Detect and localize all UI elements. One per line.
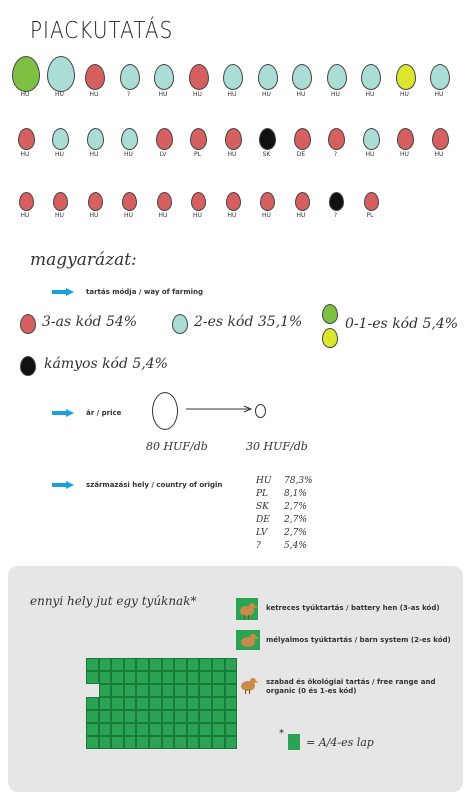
egg [327,64,347,90]
egg-origin-label: PL [194,151,201,158]
grid-cell [99,723,112,736]
grid-cell [111,710,124,723]
egg-origin-label: HU [365,91,375,98]
legend-egg-unknown [20,356,36,376]
egg-origin-label: HU [89,91,99,98]
egg-origin-label: HU [20,151,30,158]
egg-origin-label: ? [333,212,338,219]
egg [259,128,276,150]
grid-cell [136,658,149,671]
egg [18,128,35,150]
grid-cell [99,697,112,710]
egg-origin-label: HU [227,91,237,98]
grid-cell [149,736,162,749]
grid-cell [187,684,200,697]
egg-origin-label: HU [193,91,202,98]
legend-heading: magyarázat: [30,250,137,270]
egg-origin-label: HU [227,151,237,158]
legend-egg-code0 [322,304,338,324]
egg-origin-label: HU [55,151,64,158]
egg-origin-label: DE [296,151,306,158]
grid-cell [174,671,187,684]
grid-cell [99,736,112,749]
egg-origin-label: HU [158,91,168,98]
grid-cell [136,697,149,710]
grid-cell [99,710,112,723]
grid-cell [174,697,187,710]
egg [12,56,40,92]
egg [260,192,275,211]
egg-origin-label: ? [333,151,338,158]
grid-cell [136,671,149,684]
arrow-right-icon [52,288,74,296]
grid-cell [111,697,124,710]
egg-origin-label: HU [89,212,99,219]
grid-cell [212,658,225,671]
hen-icon [236,598,258,620]
egg-origin-label: HU [296,212,306,219]
grid-cell [124,658,137,671]
grid-cell [136,710,149,723]
egg-origin-label: SK [262,151,271,158]
grid-cell [187,710,200,723]
grid-cell [174,710,187,723]
egg-origin-label: HU [55,212,64,219]
egg [295,192,310,211]
grid-cell [149,723,162,736]
egg-origin-label: HU [158,212,168,219]
egg-origin-label: HU [296,91,306,98]
grid-cell [199,684,212,697]
grid-cell [111,658,124,671]
grid-cell [187,671,200,684]
panel-title: ennyi hely jut egy tyúknak* [30,594,197,608]
hen-icon [236,672,260,696]
grid-cell [187,736,200,749]
origin-percent: 8,1% [284,489,307,499]
grid-cell [162,736,175,749]
grid-cell [86,710,99,723]
grid-cell [149,710,162,723]
arrow-right-icon [52,481,74,489]
egg [397,128,414,150]
grid-cell [86,671,99,684]
egg-origin-label: HU [124,151,133,158]
grid-cell [111,684,124,697]
grid-cell [99,671,112,684]
egg [191,192,206,211]
grid-cell [174,723,187,736]
origin-percent: 2,7% [284,515,307,525]
grid-cell [99,658,112,671]
egg-origin-label: LV [159,151,167,158]
price-small: 30 HUF/db [246,440,308,453]
egg [430,64,450,90]
grid-cell [124,684,137,697]
big-egg-outline [152,392,178,430]
egg [19,192,34,211]
grid-cell [187,658,200,671]
egg-origin-label: PL [366,212,374,219]
hen-label-free: szabad és ökológiai tartás / free range and organic (0 és 1-es kód) [266,678,436,695]
egg [329,192,344,211]
egg-origin-label: HU [20,212,30,219]
egg-origin-label: HU [400,151,409,158]
price-arrow [186,404,256,414]
grid-cell [149,658,162,671]
legend-egg-code2 [172,314,188,334]
grid-cell [199,710,212,723]
egg [157,192,172,211]
a4-square-icon [288,734,300,750]
grid-cell [225,697,238,710]
grid-cell [212,684,225,697]
legend-code2: 2-es kód 35,1% [194,314,303,330]
egg [190,128,207,150]
grid-cell [225,723,238,736]
egg [294,128,311,150]
egg-origin-label: HU [434,91,444,98]
egg [120,64,140,90]
egg-origin-label: HU [365,151,375,158]
grid-cell [124,697,137,710]
grid-cell [162,697,175,710]
egg [432,128,449,150]
grid-cell [162,658,175,671]
legend-code3: 3-as kód 54% [42,314,138,330]
egg [189,64,209,90]
egg-origin-label: HU [331,91,340,98]
hen-label-barn: mélyalmos tyúktartás / barn system (2-es kód) [266,636,451,644]
grid-cell [86,658,99,671]
grid-cell [149,671,162,684]
grid-cell [124,736,137,749]
grid-cell [111,723,124,736]
grid-cell [136,684,149,697]
origin-percent: 2,7% [284,502,307,512]
egg [258,64,278,90]
grid-cell [162,684,175,697]
grid-cell [212,723,225,736]
grid-cell [225,710,238,723]
egg-origin-label: HU [89,151,99,158]
grid-cell [86,736,99,749]
grid-cell [225,658,238,671]
egg [154,64,174,90]
grid-cell [174,684,187,697]
egg [226,192,241,211]
grid-cell [111,736,124,749]
egg [88,192,103,211]
legend-code01: 0-1-es kód 5,4% [345,316,459,332]
egg-origin-label: HU [55,91,64,98]
grid-cell [199,736,212,749]
egg [396,64,416,90]
egg [122,192,137,211]
price-heading: ár / price [86,409,122,417]
egg [363,128,380,150]
origin-percent: 78,3% [284,476,313,486]
grid-cell [199,697,212,710]
egg-origin-label: ? [126,91,131,98]
grid-cell [124,723,137,736]
egg [156,128,173,150]
grid-cell [174,736,187,749]
grid-cell [149,684,162,697]
footnote-text: = A/4-es lap [306,736,374,749]
small-egg-outline [255,404,266,418]
legend-unknown: kámyos kód 5,4% [44,356,168,372]
egg [364,192,379,211]
origin-country: SK [256,502,269,512]
hen-label-battery: ketreces tyúktartás / battery hen (3-as kód) [266,604,440,612]
egg [47,56,75,92]
egg-origin-label: HU [124,212,133,219]
grid-cell [187,697,200,710]
grid-cell [124,671,137,684]
egg [121,128,138,150]
egg [87,128,104,150]
origin-country: LV [256,528,268,538]
egg [223,64,243,90]
egg-origin-label: HU [434,151,444,158]
origin-country: ? [256,541,261,551]
origin-heading: származási hely / country of origin [86,481,223,489]
origin-country: HU [256,476,272,486]
hen-icon [236,630,260,650]
grid-cell [99,684,112,697]
egg-origin-label: HU [193,212,202,219]
grid-cell [212,710,225,723]
grid-cell [199,658,212,671]
egg-origin-label: HU [262,91,271,98]
grid-cell [187,723,200,736]
origin-country: DE [256,515,270,525]
egg [361,64,381,90]
grid-cell [212,697,225,710]
grid-cell [225,736,238,749]
grid-cell [111,671,124,684]
page-title: PIACKUTATÁS [30,16,174,44]
egg [225,128,242,150]
grid-cell [162,710,175,723]
grid-cell [124,710,137,723]
origin-percent: 5,4% [284,541,307,551]
egg [85,64,105,90]
grid-cell [149,697,162,710]
footnote-star: * [279,728,284,739]
egg [328,128,345,150]
legend-egg-code3 [20,314,36,334]
grid-cell [86,697,99,710]
egg-origin-label: HU [262,212,271,219]
origin-country: PL [256,489,269,499]
grid-cell [199,671,212,684]
grid-cell [212,736,225,749]
grid-cell [162,671,175,684]
farming-heading: tartás módja / way of farming [86,288,204,296]
grid-cell [162,723,175,736]
grid-cell [199,723,212,736]
egg-origin-label: HU [400,91,409,98]
grid-cell [212,671,225,684]
egg [292,64,312,90]
egg [52,128,69,150]
egg-origin-label: HU [20,91,30,98]
grid-cell [174,658,187,671]
grid-cell [86,723,99,736]
legend-egg-code1 [322,328,338,348]
arrow-right-icon [52,409,74,417]
grid-cell [136,736,149,749]
egg [53,192,68,211]
price-big: 80 HUF/db [146,440,208,453]
grid-cell [136,723,149,736]
egg-origin-label: HU [227,212,237,219]
origin-percent: 2,7% [284,528,307,538]
